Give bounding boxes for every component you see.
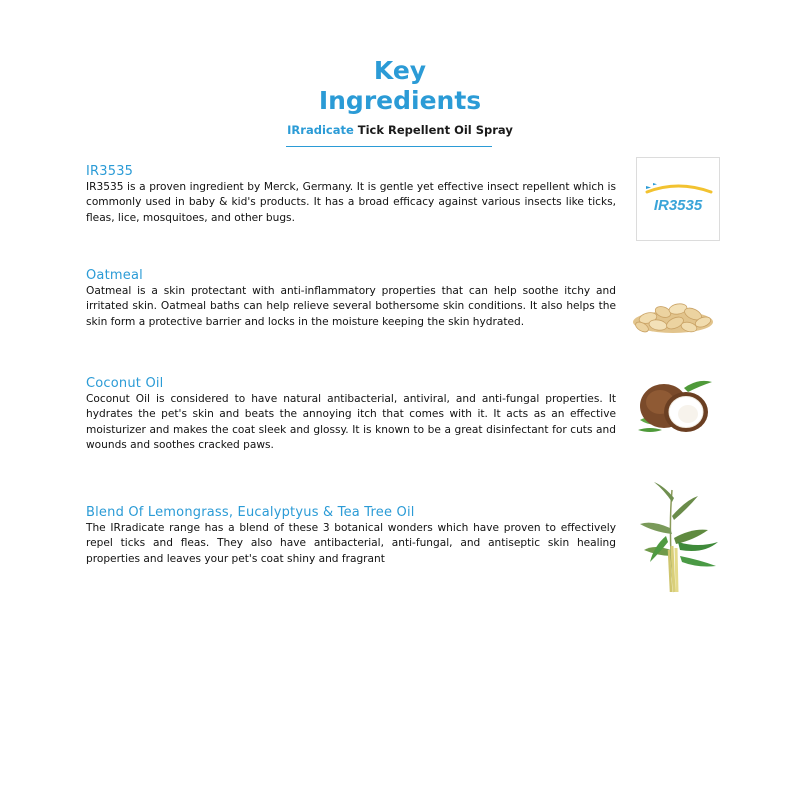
oat-flakes-icon	[630, 290, 716, 336]
ir3535-logo-text: IR3535	[653, 197, 703, 214]
coconut-icon	[636, 376, 716, 438]
ingredient-heading: IR3535	[86, 164, 134, 179]
page-subtitle	[0, 123, 800, 137]
ingredient-description: IR3535 is a proven ingredient by Merck, Germany. It is gentle yet effective insect repellent which is commonly used in baby & kid's products. It has a broad efficacy against various insects like ticks, fleas, lice, mosquitoes, and other bugs.	[86, 181, 616, 224]
ir3535-logo-image	[636, 157, 720, 241]
herb-leaves-image	[628, 476, 724, 594]
ir3535-logo-icon	[637, 158, 719, 240]
title-line-1: Key	[373, 56, 427, 85]
title-line-2: Ingredients	[318, 86, 482, 115]
page-title	[0, 56, 800, 116]
subtitle-product: Tick Repellent Oil Spray	[353, 123, 513, 137]
coconut-image	[636, 376, 716, 438]
herb-leaves-icon	[628, 476, 724, 594]
ingredient-heading: Blend Of Lemongrass, Eucalyptyus & Tea Tree Oil	[86, 505, 415, 520]
ingredient-description: The IRradicate range has a blend of these 3 botanical wonders which have proven to effectively repel ticks and fleas. They also have antibacterial, anti-fungal, and antiseptic skin healing properties and leaves your pet's coat shiny and fragrant	[86, 522, 616, 565]
ingredient-section-coconut-oil	[86, 376, 616, 454]
ingredient-section-blend	[86, 505, 616, 567]
ingredient-heading: Oatmeal	[86, 268, 143, 283]
ingredient-section-oatmeal	[86, 268, 616, 330]
subtitle-brand: IRradicate	[287, 123, 354, 137]
title-divider	[286, 146, 492, 147]
ingredient-description: Coconut Oil is considered to have natural antibacterial, antiviral, and anti-fungal properties. It hydrates the pet's skin and beats the annoying itch that comes with it. It acts as an effective moisturizer and makes the coat sleek and glossy. It is known to be a great disinfectant for cuts and wounds and soothes cracked paws.	[86, 393, 616, 452]
ingredient-heading: Coconut Oil	[86, 376, 164, 391]
ingredient-section-ir3535	[86, 164, 616, 226]
oat-flakes-image	[630, 290, 716, 336]
ingredient-description: Oatmeal is a skin protectant with anti-inflammatory properties that can help soothe itchy and irritated skin. Oatmeal baths can help relieve several bothersome skin conditions. It also helps the skin form a protective barrier and locks in the moisture keeping the skin hydrated.	[86, 285, 616, 328]
